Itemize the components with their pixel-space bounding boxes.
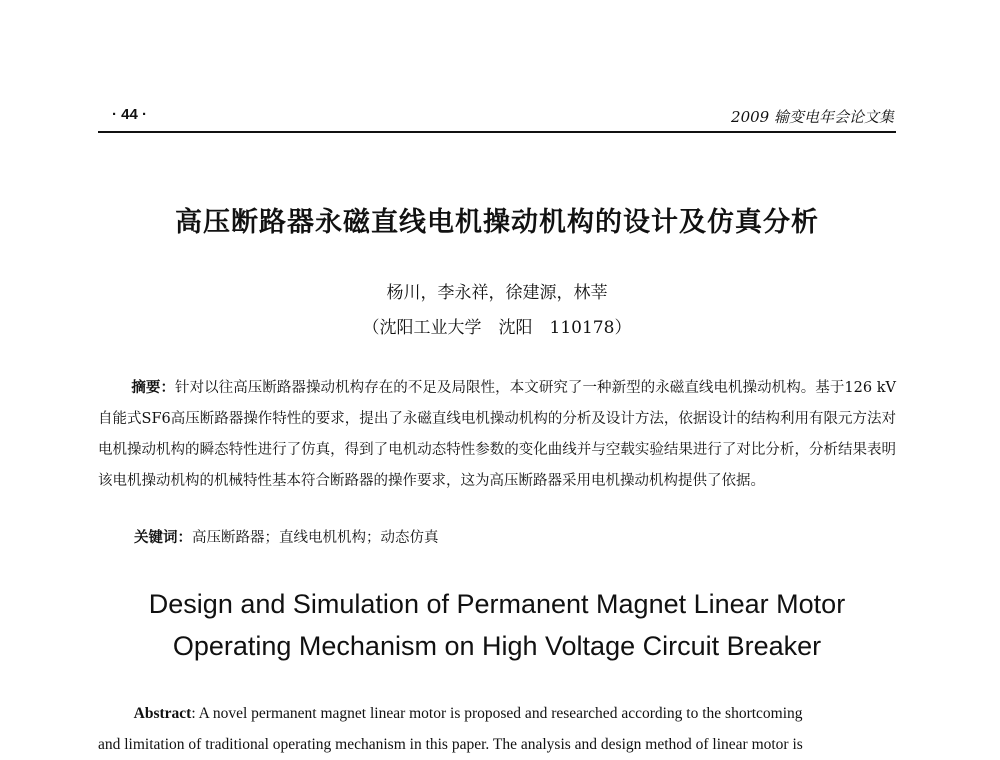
english-abstract-label: Abstract (133, 705, 192, 722)
page-number: · 44 · (112, 106, 148, 123)
english-title (98, 583, 896, 667)
english-abstract-line-2: and limitation of traditional operating mechanism in this paper. The analysis and design method of linear motor is (98, 736, 803, 753)
chinese-abstract-text: 针对以往高压断路器操动机构存在的不足及局限性，本文研究了一种新型的永磁直线电机操动机构。基于126 kV自能式SF6高压断路器操作特性的要求，提出了永磁直线电机操动机构的分析及设计方法，依据设计的结构利用有限元方法对电机操动机构的瞬态特性进行了仿真，得到了电机动态特性参数的变化曲线并与空载实验结果进行了对比分析，分析结果表明该电机操动机构的机械特性基本符合断路器的操作要求，这为高压断路器采用电机操动机构提供了依据。 (98, 380, 897, 489)
journal-name: 2009 输变电年会论文集 (731, 108, 894, 126)
chinese-abstract (98, 372, 896, 497)
english-abstract (98, 698, 898, 760)
english-abstract-line-1: : A novel permanent magnet linear motor is proposed and researched according to the shortcoming (191, 705, 803, 722)
english-title-line-2: Operating Mechanism on High Voltage Circuit Breaker (172, 631, 822, 661)
chinese-abstract-label: 摘要： (131, 379, 176, 396)
chinese-keywords (134, 526, 896, 547)
chinese-keywords-text: 高压断路器；直线电机机构；动态仿真 (192, 530, 439, 546)
english-title-line-1: Design and Simulation of Permanent Magnet Linear Motor (148, 589, 846, 619)
page-header (98, 104, 896, 128)
header-rule (98, 131, 896, 133)
chinese-keywords-label: 关键词： (134, 529, 192, 546)
chinese-title: 高压断路器永磁直线电机操动机构的设计及仿真分析 (175, 207, 819, 238)
chinese-affiliation: （沈阳工业大学 沈阳 110178） (362, 318, 632, 338)
chinese-authors: 杨川，李永祥，徐建源，林莘 (386, 283, 608, 303)
